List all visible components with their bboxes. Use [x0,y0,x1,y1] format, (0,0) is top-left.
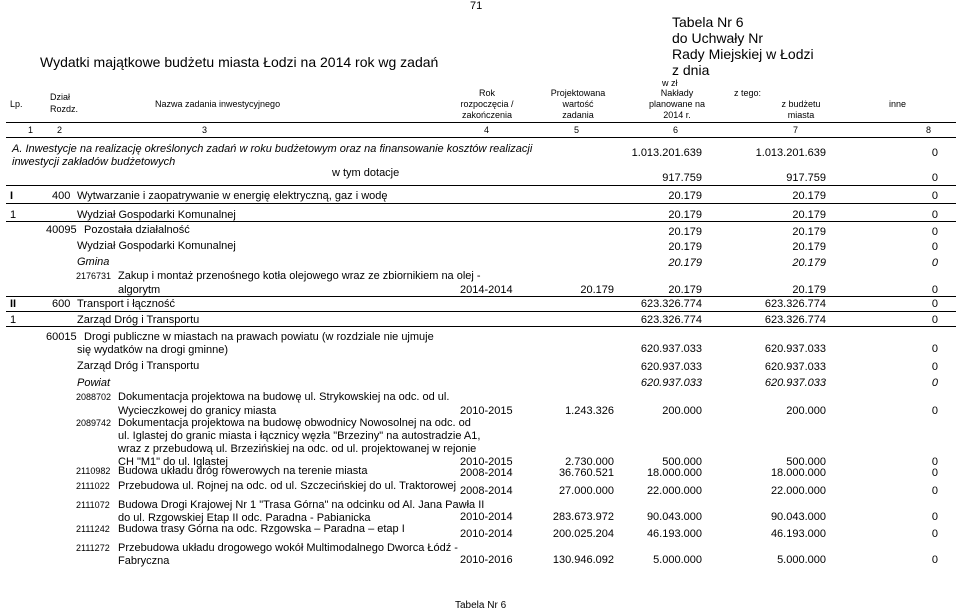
header-inne: inne [889,99,907,109]
row-r15-wartosc: 27.000.000 [558,485,614,497]
page-title: Wydatki majątkowe budżetu miasta Łodzi na 2014 rok wg zadań [40,54,439,70]
header-lp: Lp. [10,99,23,109]
row-r3-nazwa: Pozostała działalność [84,224,190,236]
row-r9-naklady: 620.937.033 [640,343,702,355]
row-r4-inne: 0 [931,241,938,253]
row-r9-budzet: 620.937.033 [764,343,826,355]
row-r10-budzet: 620.937.033 [764,361,826,373]
row-r14-wartosc: 36.760.521 [558,467,614,479]
dotacje-label: w tym dotacje [332,167,400,179]
row-r14-budzet: 18.000.000 [770,467,826,479]
row-rule [6,203,956,204]
header-budzet-1: z budżetu [781,99,821,109]
header-rok-1: Rok [478,88,495,98]
row-r17-rok: 2010-2014 [460,528,513,540]
row-r13-wartosc: 2.730.000 [565,456,614,468]
col-number-6: 6 [673,125,679,135]
row-r6-kod: 2176731 [76,271,112,281]
row-r7-inne: 0 [931,298,938,310]
row-r14-inne: 0 [931,467,938,479]
row-r6-nazwa-2: algorytm [118,284,161,296]
row-r11-nazwa: Powiat [77,377,111,389]
row-r8-nazwa: Zarząd Dróg i Transportu [77,314,200,326]
header-dzial: Dział [50,92,71,102]
row-r5-budzet: 20.179 [792,257,826,269]
row-r2-budzet: 20.179 [792,209,826,221]
section-a-rule [6,185,956,186]
row-r16-nazwa: Budowa Drogi Krajowej Nr 1 "Trasa Górna" na odcinku od Al. Jana Pawła II [118,499,485,511]
header-nakl-3: 2014 r. [663,110,691,120]
row-r3-inne: 0 [931,226,938,238]
row-r1-naklady: 20.179 [668,190,702,202]
row-r15-budzet: 22.000.000 [770,485,826,497]
row-r10-naklady: 620.937.033 [640,361,702,373]
row-r17-nazwa: Budowa trasy Górna na odc. Rzgowska – Paradna – etap I [118,523,405,535]
row-r8-budzet: 623.326.774 [764,314,826,326]
section-a-title: A. Inwestycje na realizację określonych zadań w roku budżetowym oraz na finansowanie kosztów realizacji [12,143,533,155]
row-r18-budzet: 5.000.000 [777,554,826,566]
row-r15-kod: 2111022 [76,481,110,491]
row-r18-kod: 2111272 [76,543,110,553]
row-r17-inne: 0 [931,528,938,540]
row-r15-rok: 2008-2014 [460,485,513,497]
row-r7-lp: II [10,298,17,310]
row-r2-lp: 1 [10,209,17,221]
row-r6-naklady: 20.179 [668,284,702,296]
row-r1-dzial: 400 [52,190,71,202]
row-r12-budzet: 200.000 [786,405,826,417]
dotacje-inne: 0 [931,172,938,184]
row-r17-kod: 2111242 [76,524,110,534]
col-number-2: 2 [57,125,63,135]
row-r15-naklady: 22.000.000 [646,485,702,497]
row-r12-wartosc: 1.243.326 [565,405,614,417]
row-r8-inne: 0 [931,314,938,326]
row-r14-naklady: 18.000.000 [646,467,702,479]
row-r13-rok: 2010-2015 [460,456,513,468]
row-rule [6,221,956,222]
row-r12-nazwa-2: Wycieczkowej do granicy miasta [118,405,277,417]
row-r1-budzet: 20.179 [792,190,826,202]
row-r7-naklady: 623.326.774 [640,298,702,310]
row-r18-rok: 2010-2016 [460,554,513,566]
row-r8-lp: 1 [10,314,17,326]
row-r12-nazwa: Dokumentacja projektowa na budowę ul. Strykowskiej na odc. od ul. [118,391,450,403]
row-r7-budzet: 623.326.774 [764,298,826,310]
row-r3-naklady: 20.179 [668,226,702,238]
row-r1-inne: 0 [931,190,938,202]
row-r7-dzial: 600 [52,298,71,310]
row-r17-budzet: 46.193.000 [770,528,826,540]
header-rok-3: zakończenia [461,110,513,120]
row-r6-rok: 2014-2014 [460,284,513,296]
annex-line-3: Rady Miejskiej w Łodzi [672,46,814,62]
header-nazwa: Nazwa zadania inwestycyjnego [155,99,281,109]
row-r8-naklady: 623.326.774 [640,314,702,326]
row-r16-wartosc: 283.673.972 [552,511,614,523]
row-r10-inne: 0 [931,361,938,373]
row-r2-inne: 0 [931,209,938,221]
row-r9-rozdzial: 60015 [46,331,77,343]
row-r16-budzet: 90.043.000 [770,511,826,523]
row-r15-nazwa: Przebudowa ul. Rojnej na odc. od ul. Szczecińskiej do ul. Traktorowej [118,480,457,492]
row-rule [6,311,956,312]
annex-line-1: Tabela Nr 6 [672,14,744,30]
row-rule [6,326,956,327]
row-r12-inne: 0 [931,405,938,417]
section-a-inne: 0 [931,147,938,159]
col-number-7: 7 [793,125,799,135]
row-r14-rok: 2008-2014 [460,467,513,479]
row-r15-inne: 0 [931,485,938,497]
row-r9-nazwa: Drogi publiczne w miastach na prawach powiatu (w rozdziale nie ujmuje [84,331,434,343]
col-number-3: 3 [202,125,208,135]
row-r3-budzet: 20.179 [792,226,826,238]
col-number-1: 1 [28,125,34,135]
row-r11-inne: 0 [931,377,938,389]
row-r18-wartosc: 130.946.092 [552,554,614,566]
row-r12-kod: 2088702 [76,392,112,402]
col-number-8: 8 [926,125,932,135]
row-r6-nazwa: Zakup i montaż przenośnego kotła olejowego wraz ze zbiornikiem na olej - [118,270,481,282]
row-r16-nazwa-2: do ul. Rzgowskiej Etap II odc. Paradna - Pabianicka [118,512,371,524]
col-number-5: 5 [574,125,580,135]
row-r14-nazwa: Budowa układu dróg rowerowych na terenie miasta [118,465,368,477]
row-r11-naklady: 620.937.033 [640,377,702,389]
unit-label: w zł [662,78,678,88]
annex-line-2: do Uchwały Nr [672,30,764,46]
row-r13-nazwa-2: ul. Iglastej do granic miasta i łącznicy węzła "Brzeziny" na autostradzie A1, [118,430,481,442]
row-r18-inne: 0 [931,554,938,566]
col-number-rule [6,137,956,138]
row-r2-naklady: 20.179 [668,209,702,221]
header-proj-3: zadania [562,110,594,120]
row-r13-kod: 2089742 [76,418,112,428]
row-r14-kod: 2110982 [76,466,111,476]
row-r3-rozdzial: 40095 [46,224,77,236]
row-r17-naklady: 46.193.000 [646,528,702,540]
row-r10-nazwa: Zarząd Dróg i Transportu [77,360,200,372]
row-r1-nazwa: Wytwarzanie i zaopatrywanie w energię elektryczną, gaz i wodę [77,190,388,202]
header-nakl-2: planowane na [648,99,706,109]
row-r18-nazwa-2: Fabryczna [118,555,170,567]
row-r5-naklady: 20.179 [668,257,702,269]
row-r4-budzet: 20.179 [792,241,826,253]
dotacje-naklady: 917.759 [662,172,702,184]
dotacje-budzet: 917.759 [786,172,826,184]
row-r13-nazwa: Dokumentacja projektowa na budowę obwodnicy Nowosolnej na odc. od [118,417,471,429]
header-budzet-2: miasta [787,110,815,120]
row-r16-naklady: 90.043.000 [646,511,702,523]
row-r13-nazwa-3: wraz z przebudową ul. Brzezińskiej na odc. od ul. projektowanej w rejonie [118,443,477,455]
header-nakl-1: Nakłady [660,88,694,98]
row-r4-naklady: 20.179 [668,241,702,253]
footer-label: Tabela Nr 6 [455,600,507,611]
row-r11-budzet: 620.937.033 [764,377,826,389]
header-proj-1: Projektowana [550,88,606,98]
section-a-budzet: 1.013.201.639 [755,147,826,159]
row-r16-inne: 0 [931,511,938,523]
row-r18-nazwa: Przebudowa układu drogowego wokół Multimodalnego Dworca Łódź - [118,542,458,554]
page-number: 71 [470,0,483,12]
header-rule [6,122,956,123]
row-r16-rok: 2010-2014 [460,511,513,523]
row-r18-naklady: 5.000.000 [653,554,702,566]
row-r13-inne: 0 [931,456,938,468]
row-r7-nazwa: Transport i łączność [77,298,176,310]
row-r13-nazwa-4: CH "M1" do ul. Iglastej [118,456,228,468]
section-a-title-2: inwestycji zakładów budżetowych [12,156,176,168]
row-r6-inne: 0 [931,284,938,296]
row-r12-naklady: 200.000 [662,405,702,417]
header-proj-2: wartość [562,99,594,109]
row-r2-nazwa: Wydział Gospodarki Komunalnej [77,209,236,221]
row-r17-wartosc: 200.025.204 [552,528,614,540]
header-rok-2: rozpoczęcia / [460,99,514,109]
row-r1-lp: I [10,190,14,202]
row-rule [6,296,956,297]
col-number-4: 4 [484,125,490,135]
annex-line-4: z dnia [672,62,710,78]
row-r12-rok: 2010-2015 [460,405,513,417]
row-r6-budzet: 20.179 [792,284,826,296]
header-rozdzial: Rozdz. [50,104,79,114]
row-r16-kod: 2111072 [76,500,110,510]
row-r13-budzet: 500.000 [786,456,826,468]
row-r4-nazwa: Wydział Gospodarki Komunalnej [77,240,236,252]
row-r5-inne: 0 [931,257,938,269]
row-r6-wartosc: 20.179 [580,284,614,296]
header-z-tego: z tego: [734,88,762,98]
row-r5-nazwa: Gmina [77,256,110,268]
section-a-naklady: 1.013.201.639 [631,147,702,159]
row-r9-nazwa-2: się wydatków na drogi gminne) [77,344,229,356]
row-r13-naklady: 500.000 [662,456,702,468]
row-r9-inne: 0 [931,343,938,355]
